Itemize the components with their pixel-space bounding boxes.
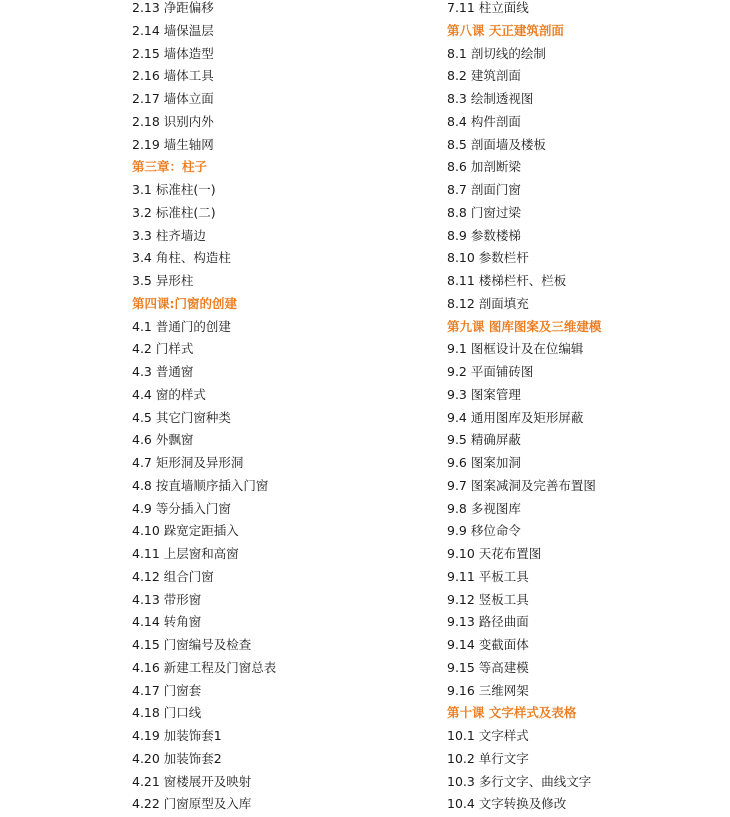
toc-item: 4.8 按直墙顺序插入门窗	[132, 477, 269, 493]
toc-item: 10.1 文字样式	[447, 728, 529, 743]
toc-item: 9.8 多视图库	[447, 500, 521, 516]
toc-item: 4.20 加装饰套2	[132, 750, 222, 766]
toc-item: 10.3 多行文字、曲线文字	[447, 773, 592, 789]
toc-item: 8.5 剖面墙及楼板	[447, 136, 546, 152]
toc-item: 3.3 柱齐墙边	[132, 227, 206, 243]
toc-item: 9.7 图案减洞及完善布置图	[447, 477, 596, 493]
toc-item: 9.12 竖板工具	[447, 591, 529, 607]
toc-item: 4.6 外飘窗	[132, 432, 194, 448]
toc-item: 9.15 等高建模	[447, 659, 529, 675]
toc-item: 9.11 平板工具	[447, 568, 529, 584]
toc-item: 9.14 变截面体	[447, 637, 529, 652]
toc-item: 4.2 门样式	[132, 341, 194, 357]
toc-item: 9.13 路径曲面	[447, 614, 529, 630]
chapter-heading: 第四课:门窗的创建	[132, 295, 237, 311]
toc-item: 4.7 矩形洞及异形洞	[132, 455, 244, 470]
toc-item: 8.12 剖面填充	[447, 295, 529, 311]
toc-item: 9.9 移位命令	[447, 523, 521, 539]
toc-item: 4.18 门口线	[132, 705, 202, 721]
toc-item: 9.1 图框设计及在位编辑	[447, 341, 584, 357]
toc-item: 9.5 精确屏蔽	[447, 432, 521, 448]
toc-item: 4.4 窗的样式	[132, 386, 206, 402]
toc-item: 8.10 参数栏杆	[447, 250, 529, 266]
toc-item: 8.3 绘制透视图	[447, 91, 534, 106]
toc-item: 8.1 剖切线的绘制	[447, 45, 546, 61]
toc-item: 10.4 文字转换及修改	[447, 796, 567, 812]
toc-item: 9.6 图案加洞	[447, 455, 521, 470]
toc-item: 4.22 门窗原型及入库	[132, 796, 252, 812]
toc-item: 8.4 构件剖面	[447, 113, 521, 129]
toc-item: 7.11 柱立面线	[447, 0, 529, 15]
toc-item: 4.12 组合门窗	[132, 568, 214, 584]
chapter-heading: 第三章：柱子	[132, 159, 208, 175]
toc-item: 4.13 带形窗	[132, 591, 202, 607]
toc-item: 9.16 三维网架	[447, 682, 529, 698]
toc-item: 4.1 普通门的创建	[132, 318, 231, 334]
toc-item: 2.18 识别内外	[132, 113, 214, 129]
toc-item: 4.3 普通窗	[132, 364, 194, 379]
toc-item: 4.5 其它门窗种类	[132, 409, 231, 425]
toc-item: 3.1 标准柱(一)	[132, 182, 216, 197]
toc-item: 4.15 门窗编号及检查	[132, 637, 252, 652]
toc-item: 4.16 新建工程及门窗总表	[132, 659, 277, 675]
toc-item: 2.14 墙保温层	[132, 22, 214, 38]
toc-item: 4.10 跺宽定距插入	[132, 523, 239, 539]
toc-item: 3.4 角柱、构造柱	[132, 250, 231, 266]
toc-item: 3.2 标准柱(二)	[132, 204, 216, 220]
toc-item: 2.16 墙体工具	[132, 68, 214, 84]
chapter-heading: 第十课 文字样式及表格	[447, 705, 577, 721]
toc-item: 8.11 楼梯栏杆、栏板	[447, 273, 567, 288]
toc-item: 9.2 平面铺砖图	[447, 364, 534, 379]
toc-item: 4.21 窗楼展开及映射	[132, 773, 252, 789]
toc-item: 9.4 通用图库及矩形屏蔽	[447, 409, 584, 425]
toc-item: 8.2 建筑剖面	[447, 68, 521, 84]
toc-item: 10.2 单行文字	[447, 750, 529, 766]
toc-item: 2.15 墙体造型	[132, 45, 214, 61]
toc-item: 9.3 图案管理	[447, 386, 521, 402]
toc-item: 2.13 净距偏移	[132, 0, 214, 15]
toc-item: 8.7 剖面门窗	[447, 182, 521, 197]
chapter-heading: 第九课 图库图案及三维建模	[447, 318, 602, 334]
toc-item: 4.14 转角窗	[132, 614, 202, 630]
toc-item: 9.10 天花布置图	[447, 546, 542, 561]
toc-item: 8.8 门窗过梁	[447, 204, 521, 220]
toc-item: 2.17 墙体立面	[132, 91, 214, 106]
toc-item: 3.5 异形柱	[132, 273, 194, 288]
toc-item: 2.19 墙生轴网	[132, 136, 214, 152]
chapter-heading: 第八课 天正建筑剖面	[447, 22, 564, 38]
toc-item: 8.6 加剖断梁	[447, 159, 521, 175]
toc-item: 4.9 等分插入门窗	[132, 500, 231, 516]
toc-item: 4.17 门窗套	[132, 682, 202, 698]
toc-item: 4.19 加装饰套1	[132, 728, 222, 743]
toc-item: 8.9 参数楼梯	[447, 227, 521, 243]
toc-item: 4.11 上层窗和高窗	[132, 546, 239, 561]
